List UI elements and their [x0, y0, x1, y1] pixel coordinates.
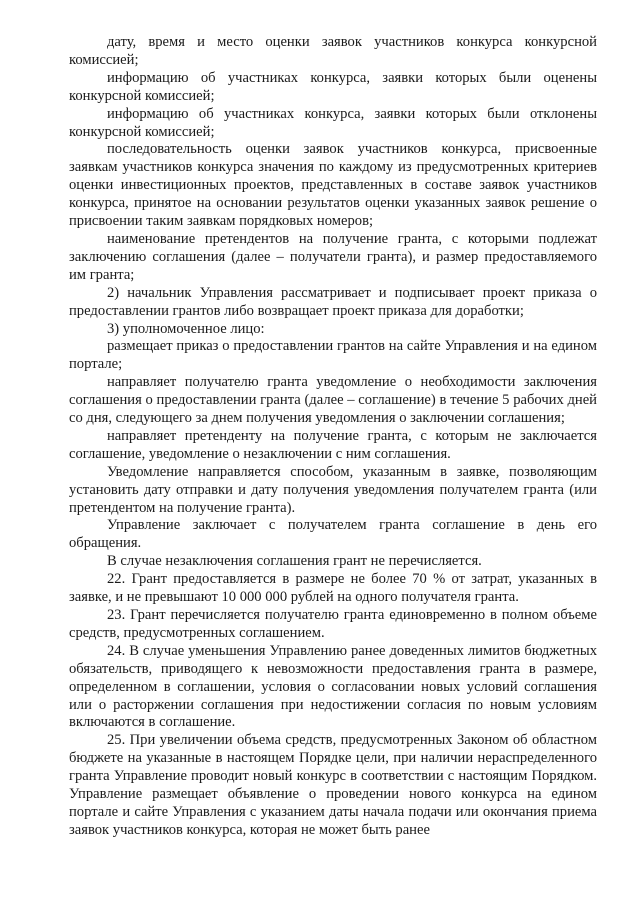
paragraph-section-22: 22. Грант предоставляется в размере не более 70 % от затрат, указанных в заявке, и не превышают 10 000 000 рублей на одного получателя гранта.	[69, 571, 597, 606]
paragraph-item-2: 2) начальник Управления рассматривает и подписывает проект приказа о предоставлении грантов либо возвращает проект приказа для доработки;	[69, 284, 597, 319]
paragraph-rejected-participants: информацию об участниках конкурса, заявки которых были отклонены конкурсной комиссией;	[69, 105, 597, 140]
paragraph-assessment-sequence: последовательность оценки заявок участников конкурса, присвоенные заявкам участников конкурса значения по каждому из предусмотренных критериев оценки инвестиционных проектов, представленных в составе заявок участников конкурса, принятое на основании результатов оценки указанных заявок решение о присвоении таким заявкам порядковых номеров;	[69, 141, 597, 230]
paragraph-section-23: 23. Грант перечисляется получателю гранта единовременно в полном объеме средств, предусмотренных соглашением.	[69, 607, 597, 641]
paragraph-section-24: 24. В случае уменьшения Управлению ранее доведенных лимитов бюджетных обязательств, приводящего к невозможности предоставления гранта в размере, определенном в соглашении, условия о согласовании новых условий соглашения или о расторжении соглашения при недостижении согласия по новым условиям включаются в соглашение.	[69, 642, 597, 731]
paragraph-evaluated-participants: информацию об участниках конкурса, заявки которых были оценены конкурсной комиссией;	[69, 69, 597, 104]
paragraph-section-25: 25. При увеличении объема средств, предусмотренных Законом об областном бюджете на указанные в настоящем Порядке цели, при наличии нераспределенного гранта Управление проводит новый конкурс в соответствии с настоящим Порядком. Управление размещает объявление о проведении нового конкурса на едином портале и сайте Управления с указанием даты начала подачи или окончания приема заявок участников конкурса, которая не может быть ранее	[69, 732, 597, 838]
paragraph-item-3: 3) уполномоченное лицо:	[107, 320, 265, 337]
paragraph-agreement-conclusion: Управление заключает с получателем гранта соглашение в день его обращения.	[69, 517, 597, 552]
paragraph-assessment-date: дату, время и место оценки заявок участников конкурса конкурсной комиссией;	[69, 34, 597, 68]
paragraph-grant-applicants: наименование претендентов на получение гранта, с которыми подлежат заключению соглашения (далее – получатели гранта), и размер предоставляемого им гранта;	[69, 230, 597, 283]
paragraph-notify-recipient: направляет получателю гранта уведомление о необходимости заключения соглашения о предоставлении гранта (далее – соглашение) в течение 5 рабочих дней со дня, следующего за днем получения уведомления о заключении соглашения;	[69, 374, 597, 427]
paragraph-notify-applicant: направляет претенденту на получение гранта, с которым не заключается соглашение, уведомление о незаключении с ним соглашения.	[69, 427, 597, 462]
paragraph-no-agreement: В случае незаключения соглашения грант не перечисляется.	[107, 553, 482, 570]
paragraph-publish-order: размещает приказ о предоставлении грантов на сайте Управления и на едином портале;	[69, 338, 597, 373]
paragraph-notification-method: Уведомление направляется способом, указанным в заявке, позволяющим установить дату отправки и дату получения уведомления получателем гранта (или претендентом на получение гранта).	[69, 463, 597, 516]
